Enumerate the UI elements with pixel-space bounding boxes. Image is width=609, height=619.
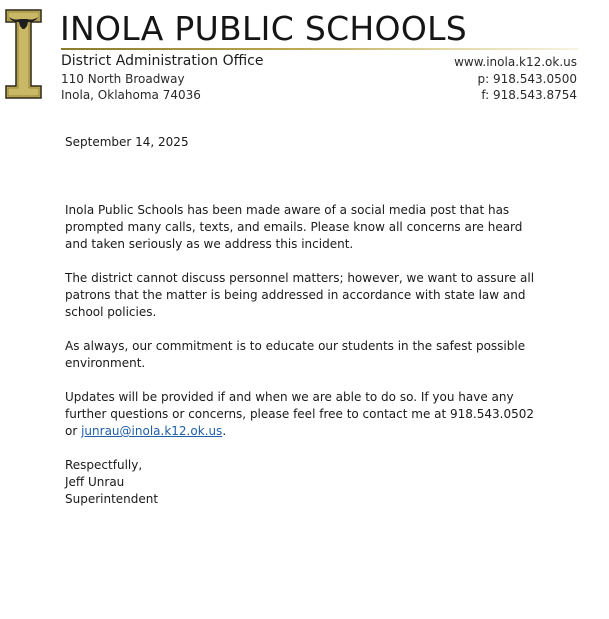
- paragraph-4-end: .: [222, 424, 227, 438]
- email-link[interactable]: junrau@inola.k12.ok.us: [81, 424, 223, 438]
- website: www.inola.k12.ok.us: [454, 55, 577, 69]
- phone-number: p: 918.543.0500: [477, 72, 577, 86]
- address-line-1: 110 North Broadway: [61, 72, 185, 86]
- letterhead: [0, 0, 609, 110]
- address-line-2: Inola, Oklahoma 74036: [61, 88, 201, 102]
- letter-body: [65, 134, 547, 508]
- signature-block: [65, 457, 547, 508]
- paragraph-1: Inola Public Schools has been made aware of a social media post that has prompted many calls, texts, and emails. Please know all concerns are heard and taken seriously as we address this incident.: [65, 203, 523, 251]
- signer-title: Superintendent: [65, 492, 159, 506]
- fax-number: f: 918.543.8754: [481, 88, 577, 102]
- signer-name: Jeff Unrau: [65, 475, 125, 489]
- paragraph-2: The district cannot discuss personnel matters; however, we want to assure all patrons that the matter is being addressed in accordance with state law and school policies.: [65, 271, 535, 319]
- school-name: INOLA PUBLIC SCHOOLS: [60, 9, 468, 48]
- closing: Respectfully,: [65, 458, 143, 472]
- paragraph-3: As always, our commitment is to educate our students in the safest possible environment.: [65, 339, 526, 370]
- office-name: District Administration Office: [61, 53, 264, 69]
- longhorn-i-logo-icon: [5, 9, 42, 99]
- gold-divider: [61, 48, 578, 50]
- paragraph-4: [65, 389, 547, 440]
- letter-date: September 14, 2025: [65, 135, 189, 149]
- paragraph-4-text: Updates will be provided if and when we are able to do so. If you have any further questions or concerns, please feel free to contact me at 918.543.0502 or: [65, 390, 535, 438]
